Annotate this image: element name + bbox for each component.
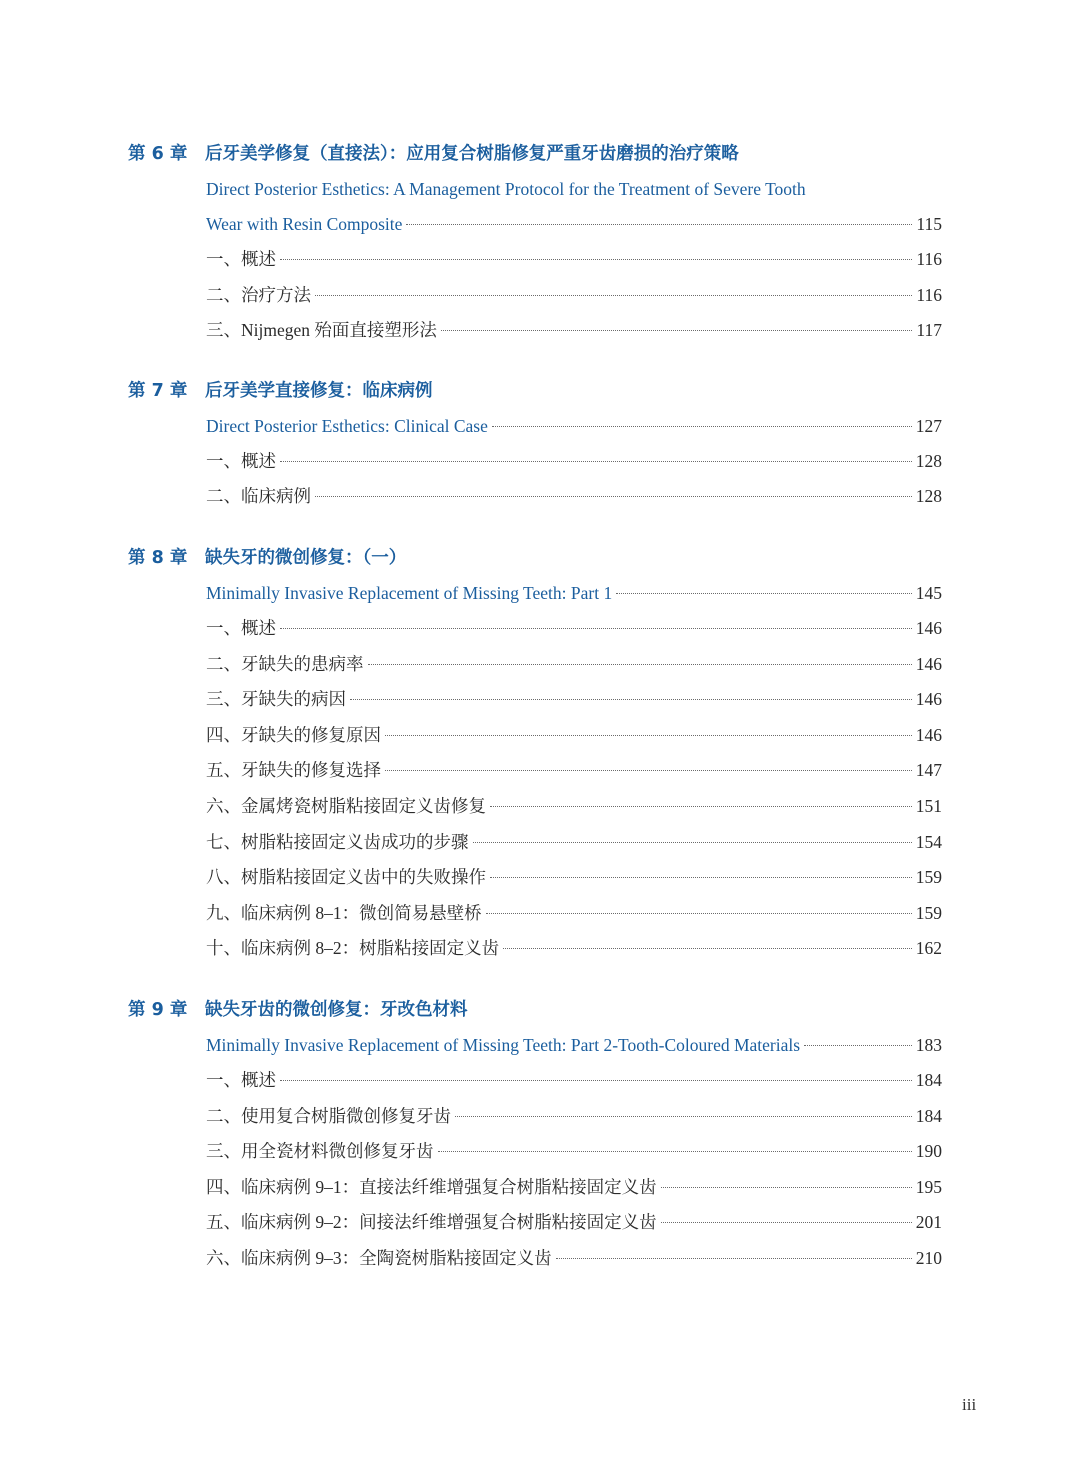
page-number: 159: [915, 867, 942, 887]
chapter-number: 第 9 章: [128, 1000, 188, 1020]
chapter-heading: [128, 141, 948, 167]
toc-entry[interactable]: [206, 686, 942, 712]
entry-title: 七、树脂粘接固定义齿成功的步骤: [206, 832, 469, 852]
page-number: 184: [915, 1106, 942, 1126]
toc-entry[interactable]: [206, 246, 942, 272]
page-number: 154: [915, 832, 942, 852]
dot-leader: [661, 1222, 912, 1223]
page-number: 116: [916, 249, 942, 269]
toc-entry[interactable]: [206, 651, 942, 677]
entry-title: 二、牙缺失的患病率: [206, 654, 364, 674]
page-number: 146: [915, 618, 942, 638]
page-number: 128: [915, 451, 942, 471]
entry-title: Direct Posterior Esthetics: Clinical Case: [206, 416, 488, 436]
entry-title: 五、牙缺失的修复选择: [206, 760, 381, 780]
entry-title: 五、临床病例 9–2：间接法纤维增强复合树脂粘接固定义齿: [206, 1212, 657, 1232]
page-number: 151: [915, 796, 942, 816]
page-number: 128: [915, 486, 942, 506]
chapter-heading: [128, 545, 948, 571]
page-number: 159: [915, 903, 942, 923]
chapter-title: 缺失牙的微创修复：（一）: [205, 548, 407, 568]
toc-entry-english[interactable]: [206, 413, 942, 439]
page-number: 116: [916, 285, 942, 305]
page-number: 146: [915, 689, 942, 709]
page-number: 184: [915, 1070, 942, 1090]
toc-entry[interactable]: [206, 483, 942, 509]
page-number: 145: [915, 583, 942, 603]
page-number: 183: [915, 1035, 942, 1055]
dot-leader: [385, 770, 912, 771]
chapter-heading: [128, 997, 948, 1023]
chapter-title: 缺失牙齿的微创修复：牙改色材料: [205, 1000, 468, 1020]
chapter-number: 第 8 章: [128, 548, 188, 568]
chapter-heading: [128, 378, 948, 404]
chapter-title: 后牙美学直接修复：临床病例: [205, 381, 433, 401]
dot-leader: [368, 664, 912, 665]
entry-title: 三、牙缺失的病因: [206, 689, 346, 709]
page-number: 127: [915, 416, 942, 436]
page-number: 117: [916, 320, 942, 340]
toc-entry[interactable]: [206, 935, 942, 961]
entry-title: 六、金属烤瓷树脂粘接固定义齿修复: [206, 796, 486, 816]
entry-title: 一、概述: [206, 1070, 276, 1090]
toc-entry-english[interactable]: [206, 1032, 942, 1058]
chapter-title: 后牙美学修复（直接法）：应用复合树脂修复严重牙齿磨损的治疗策略: [205, 144, 739, 164]
toc-entry[interactable]: [206, 615, 942, 641]
chapter-number: 第 7 章: [128, 381, 188, 401]
dot-leader: [385, 735, 912, 736]
toc-entry[interactable]: [206, 1138, 942, 1164]
page-number: 210: [915, 1248, 942, 1268]
dot-leader: [350, 699, 912, 700]
chapter-number: 第 6 章: [128, 144, 188, 164]
toc-entry[interactable]: [206, 829, 942, 855]
dot-leader: [556, 1258, 912, 1259]
toc-entry[interactable]: [206, 1067, 942, 1093]
page-number: 115: [916, 214, 942, 234]
toc-entry[interactable]: [206, 317, 942, 343]
toc-entry-english[interactable]: [206, 580, 942, 606]
dot-leader: [661, 1187, 912, 1188]
entry-title: 一、概述: [206, 249, 276, 269]
toc-entry[interactable]: [206, 722, 942, 748]
page-folio: iii: [962, 1395, 977, 1414]
toc-entry[interactable]: [206, 757, 942, 783]
toc-entry-english[interactable]: [206, 211, 942, 237]
chapter-english-title[interactable]: Direct Posterior Esthetics: A Management Protocol for the Treatment of Severe Tooth: [206, 179, 806, 199]
toc-entry[interactable]: [206, 1174, 942, 1200]
entry-title: 一、概述: [206, 451, 276, 471]
page-number: 195: [915, 1177, 942, 1197]
dot-leader: [492, 426, 912, 427]
toc-entry[interactable]: [206, 793, 942, 819]
entry-title: 三、用全瓷材料微创修复牙齿: [206, 1141, 434, 1161]
entry-title: 二、临床病例: [206, 486, 311, 506]
entry-title: 一、概述: [206, 618, 276, 638]
entry-title: 二、治疗方法: [206, 285, 311, 305]
dot-leader: [804, 1045, 912, 1046]
dot-leader: [616, 593, 912, 594]
toc-entry[interactable]: [206, 448, 942, 474]
entry-title: 八、树脂粘接固定义齿中的失败操作: [206, 867, 486, 887]
dot-leader: [280, 259, 912, 260]
dot-leader: [280, 461, 912, 462]
dot-leader: [455, 1116, 912, 1117]
toc-entry[interactable]: [206, 864, 942, 890]
entry-title: 三、Nijmegen 殆面直接塑形法: [206, 320, 437, 340]
entry-title: 四、牙缺失的修复原因: [206, 725, 381, 745]
page-number: 162: [915, 938, 942, 958]
page-number: 147: [915, 760, 942, 780]
page-number: 146: [915, 725, 942, 745]
dot-leader: [280, 1080, 912, 1081]
dot-leader: [280, 628, 912, 629]
dot-leader: [490, 806, 912, 807]
dot-leader: [438, 1151, 912, 1152]
dot-leader: [503, 948, 912, 949]
toc-entry[interactable]: [206, 282, 942, 308]
page-number: 146: [915, 654, 942, 674]
dot-leader: [406, 224, 912, 225]
dot-leader: [441, 330, 913, 331]
entry-title: 二、使用复合树脂微创修复牙齿: [206, 1106, 451, 1126]
entry-title: 九、临床病例 8–1：微创简易悬壁桥: [206, 903, 482, 923]
dot-leader: [473, 842, 912, 843]
toc-entry[interactable]: [206, 1103, 942, 1129]
toc-entry[interactable]: [206, 1245, 942, 1271]
dot-leader: [490, 877, 912, 878]
dot-leader: [486, 913, 912, 914]
entry-title: 六、临床病例 9–3：全陶瓷树脂粘接固定义齿: [206, 1248, 552, 1268]
entry-title: 十、临床病例 8–2：树脂粘接固定义齿: [206, 938, 500, 958]
entry-title: Wear with Resin Composite: [206, 214, 403, 234]
entry-title: Minimally Invasive Replacement of Missing Teeth: Part 1: [206, 583, 613, 603]
entry-title: Minimally Invasive Replacement of Missing Teeth: Part 2-Tooth-Coloured Materials: [206, 1035, 801, 1055]
page-number: 190: [915, 1141, 942, 1161]
dot-leader: [315, 496, 912, 497]
toc-entry[interactable]: [206, 900, 942, 926]
toc-entry[interactable]: [206, 1209, 942, 1235]
page-number: 201: [915, 1212, 942, 1232]
dot-leader: [315, 295, 912, 296]
entry-title: 四、临床病例 9–1：直接法纤维增强复合树脂粘接固定义齿: [206, 1177, 657, 1197]
